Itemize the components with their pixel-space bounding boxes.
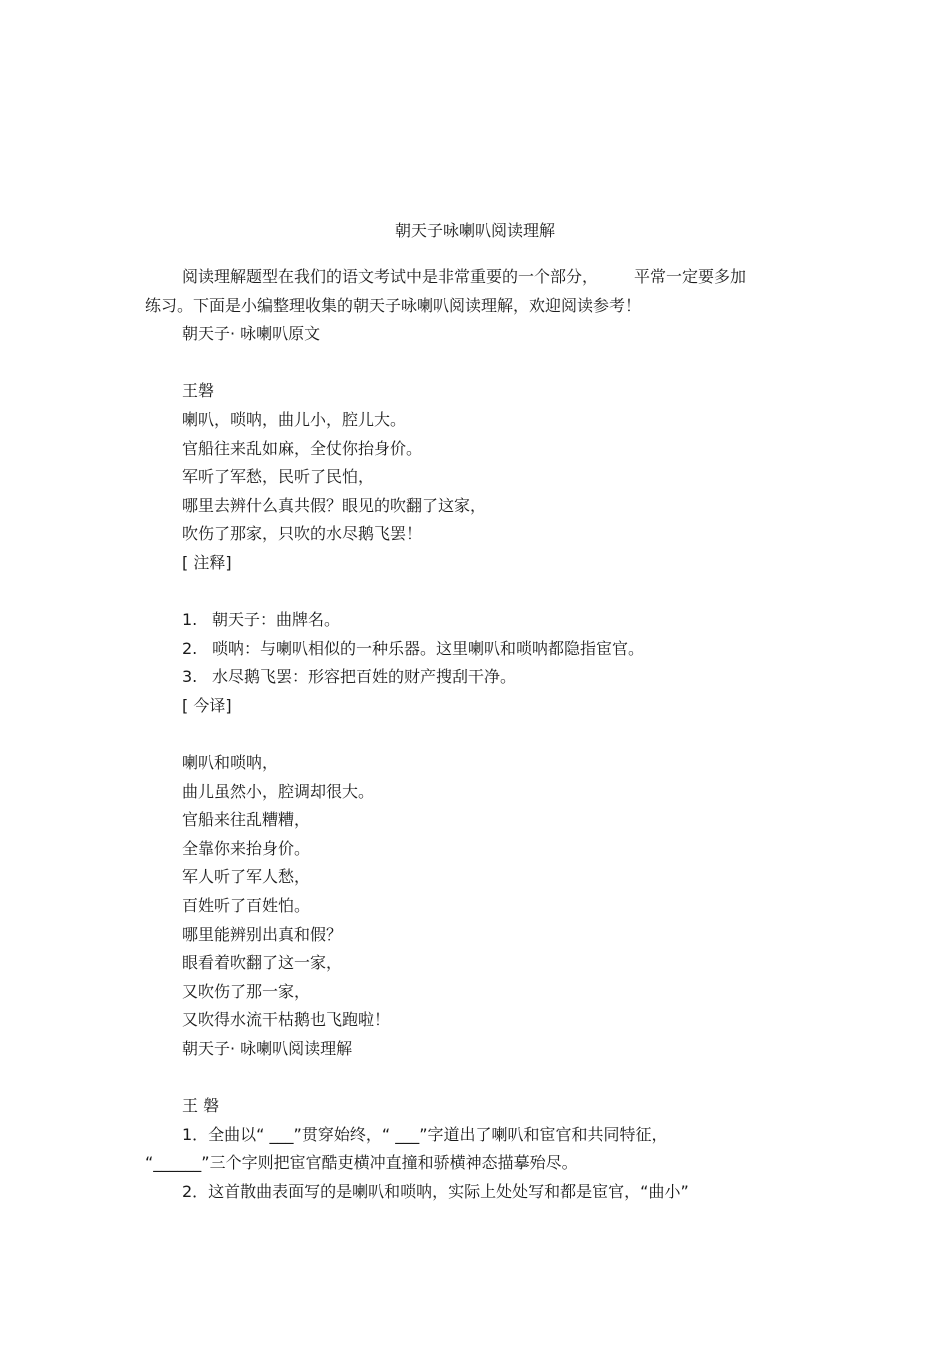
poem-line: 哪里去辨什么真共假？眼见的吹翻了这家， <box>182 495 487 515</box>
document-body <box>145 263 805 1207</box>
question-1-line-2: “______”三个字则把宦官酷吏横冲直撞和骄横神态描摹殆尽。 <box>145 1153 578 1173</box>
translation-line: 全靠你来抬身价。 <box>182 838 311 858</box>
translation-line: 又吹伤了那一家， <box>182 981 311 1001</box>
reading-heading: 朝天子· 咏喇叭阅读理解 <box>182 1039 353 1059</box>
note-text: 唢呐：与喇叭相似的一种乐器。这里喇叭和唢呐都隐指宦官。 <box>212 638 645 658</box>
original-heading: 朝天子· 咏喇叭原文 <box>182 324 321 344</box>
document-title: 朝天子咏喇叭阅读理解 <box>394 221 555 240</box>
translation-line: 官船来往乱糟糟， <box>182 810 311 830</box>
translation-line: 又吹得水流干枯鹅也飞跑啦！ <box>182 1010 391 1030</box>
note-number: 2. <box>182 638 198 658</box>
author-2: 王 磐 <box>182 1096 220 1116</box>
note-number: 1. <box>182 610 198 630</box>
translation-heading: [ 今译] <box>182 695 232 715</box>
intro-text-a: 阅读理解题型在我们的语文考试中是非常重要的一个部分， <box>182 267 599 286</box>
poem-line: 官船往来乱如麻，全仗你抬身价。 <box>182 438 423 458</box>
translation-line: 军人听了军人愁， <box>182 867 311 887</box>
note-item <box>145 635 805 664</box>
poem-line: 军听了军愁，民听了民怕， <box>182 467 375 487</box>
translation-line: 百姓听了百姓怕。 <box>182 896 311 916</box>
poem-line: 吹伤了那家，只吹的水尽鹅飞罢！ <box>182 524 423 544</box>
translation-line: 眼看着吹翻了这一家， <box>182 953 343 973</box>
poem-line: 喇叭，唢呐，曲儿小，腔儿大。 <box>182 409 407 429</box>
translation-line: 哪里能辨别出真和假？ <box>182 924 343 944</box>
intro-text-b: 平常一定要多加 <box>634 267 747 286</box>
question-2: 2．这首散曲表面写的是喇叭和唢呐，实际上处处写和都是宦官，“曲小” <box>182 1182 689 1201</box>
question-1-line-1: 1．全曲以“ ___”贯穿始终，“ ___”字道出了喇叭和宦官和共同特征， <box>182 1124 668 1144</box>
intro-line-1 <box>145 263 805 292</box>
translation-line: 曲儿虽然小，腔调却很大。 <box>182 781 375 801</box>
intro-line-2: 练习。下面是小编整理收集的朝天子咏喇叭阅读理解，欢迎阅读参考！ <box>145 295 642 315</box>
note-number: 3. <box>182 667 198 687</box>
notes-heading: [ 注释] <box>182 552 232 572</box>
note-item <box>145 606 805 635</box>
note-item <box>145 663 805 692</box>
note-text: 朝天子：曲牌名。 <box>212 610 341 630</box>
note-text: 水尽鹅飞罢：形容把百姓的财产搜刮干净。 <box>212 667 517 687</box>
author: 王磐 <box>182 381 215 401</box>
translation-line: 喇叭和唢呐， <box>182 753 279 773</box>
